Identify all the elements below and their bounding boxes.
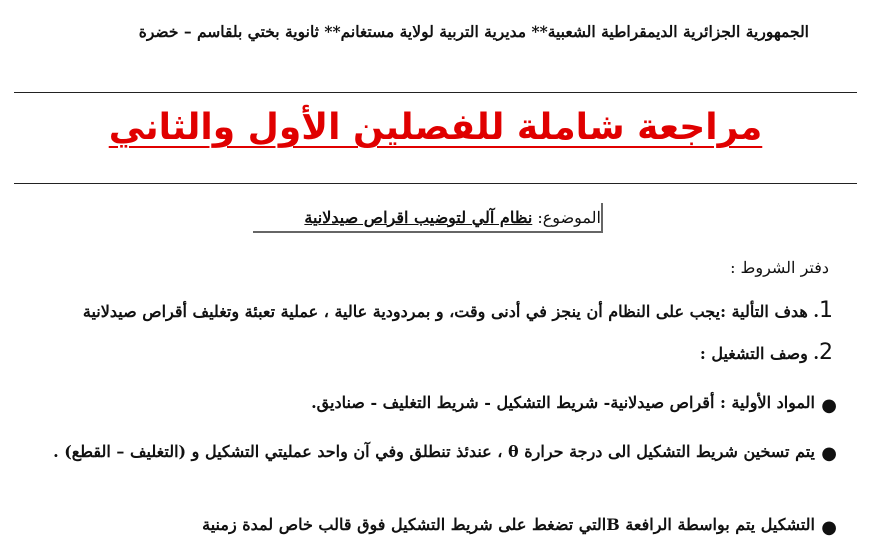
horizontal-rule [14, 92, 857, 93]
subject-value: نظام آلي لتوضيب اقراص صيدلانية [304, 208, 533, 227]
subject-label: الموضوع: [532, 208, 601, 227]
document-header: الجمهورية الجزائرية الديمقراطية الشعبية** مديرية التربية لولاية مستغانم** ثانوية بختي بلقاسم – خضرة [138, 22, 809, 41]
document-title: مراجعة شاملة للفصلين الأول والثاني [108, 107, 763, 148]
item-number: 1 [819, 298, 833, 323]
bullet-text: المواد الأولية : أقراص صيدلانية- شريط التشكيل - شريط التغليف - صناديق. [311, 393, 815, 412]
subject-line [304, 208, 601, 227]
numbered-item [700, 340, 833, 365]
bullet-text: يتم تسخين شريط التشكيل الى درجة حرارة θ ، عندئذ تنطلق وفي آن واحد عمليتي التشكيل و (التغليف – القطع) . [53, 442, 815, 461]
bullet-text: التشكيل يتم بواسطة الرافعة Bالتي تضغط على شريط التشكيل فوق قالب خاص لمدة زمنية [202, 515, 815, 534]
bullet-marker: ● [821, 443, 837, 464]
numbered-item [83, 298, 833, 323]
bullet-item [311, 393, 837, 416]
item-number: 2 [819, 340, 833, 365]
bullet-item [202, 515, 837, 538]
spec-heading: دفتر الشروط : [730, 258, 829, 277]
bullet-marker: ● [821, 395, 837, 416]
item-text: . وصف التشغيل : [699, 344, 819, 363]
bullet-marker: ● [821, 517, 837, 538]
horizontal-rule [14, 183, 857, 184]
bullet-item [25, 436, 837, 467]
document-title-wrapper [0, 107, 871, 148]
item-text: . هدف التألية :يجب على النظام أن ينجز في أدنى وقت، و بمردودية عالية ، عملية تعبئة وتغليف أقراص صيدلانية [82, 302, 819, 321]
